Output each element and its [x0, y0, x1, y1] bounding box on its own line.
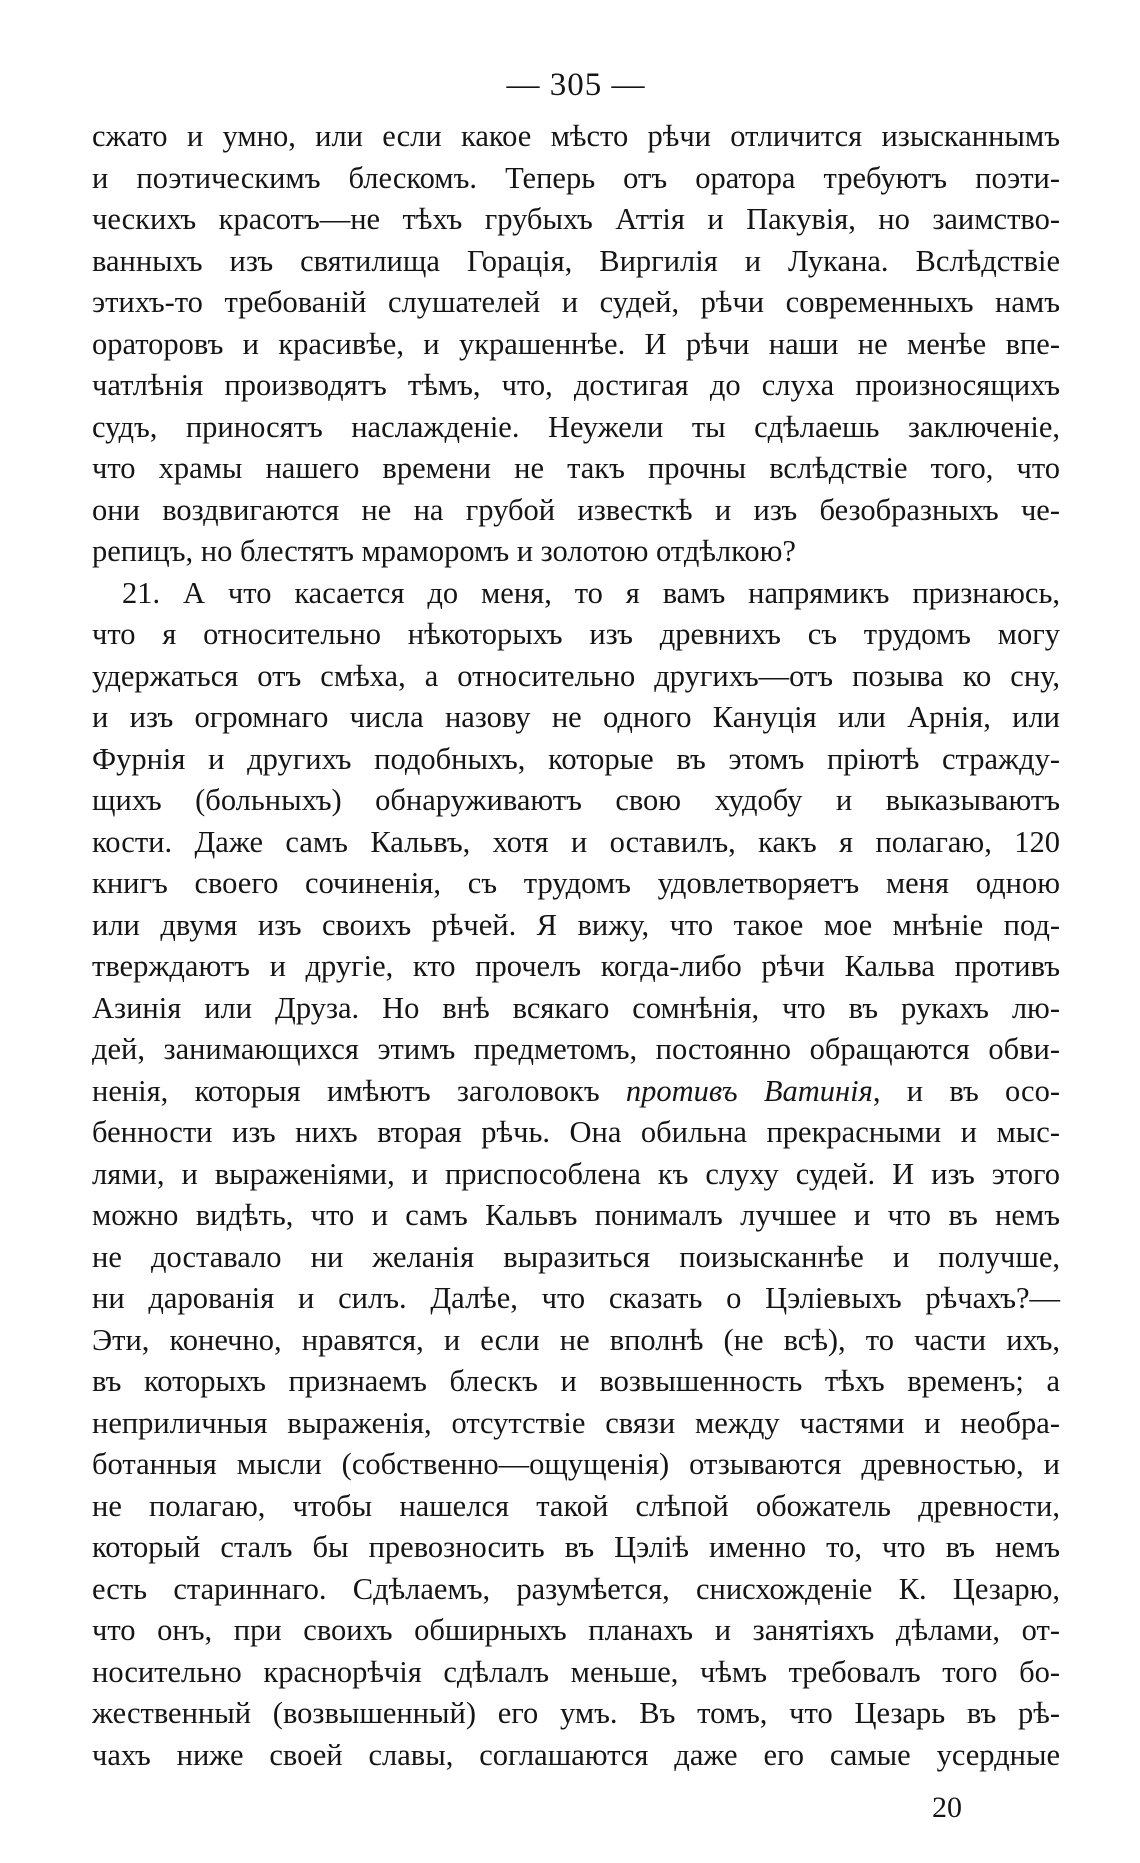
text-line: Азинія или Друза. Но внѣ всякаго сомнѣнія, что въ рукахъ лю-: [92, 990, 1060, 1025]
text-line: что храмы нашего времени не такъ прочны вслѣдствіе того, что: [92, 451, 1060, 485]
text-line: не полагаю, чтобы нашелся такой слѣпой обожатель древности,: [92, 1488, 1060, 1523]
text-line: ораторовъ и красивѣе, и украшеннѣе. И рѣчи наши не менѣе впе-: [92, 326, 1060, 361]
text-line: удержаться отъ смѣха, а относительно другихъ—отъ позыва ко сну,: [92, 658, 1060, 693]
text-line: жественный (возвышенный) его умъ. Въ томъ, что Цезарь въ рѣ-: [92, 1696, 1060, 1730]
text-segment: , и въ осо-: [872, 1073, 1060, 1108]
text-line: чатлѣнія производятъ тѣмъ, что, достигая до слуха произносящихъ: [92, 368, 1060, 402]
text-line: судъ, приносятъ наслажденіе. Неужели ты сдѣлаешь заключеніе,: [92, 409, 1060, 444]
text-line: 21. А что касается до меня, то я вамъ напрямикъ признаюсь,: [122, 575, 1060, 610]
text-line: этихъ-то требованій слушателей и судей, рѣчи современныхъ намъ: [92, 285, 1060, 319]
text-line: ботанныя мысли (собственно—ощущенія) отзываются древностью, и: [92, 1447, 1060, 1481]
text-line: есть стариннаго. Сдѣлаемъ, разумѣется, снисхожденіе К. Цезарю,: [92, 1571, 1060, 1606]
text-line: ванныхъ изъ святилища Горація, Виргилія и Лукана. Вслѣдствіе: [92, 243, 1060, 278]
body-text: [92, 116, 1060, 1776]
text-line-with-italic: [92, 1071, 1060, 1113]
text-line: въ которыхъ признаемъ блескъ и возвышенность тѣхъ временъ; а: [92, 1364, 1060, 1398]
text-line: который сталъ бы превозносить въ Цэліѣ именно то, что въ немъ: [92, 1530, 1060, 1564]
text-line: и изъ огромнаго числа назову не одного Кануція или Арнія, или: [92, 700, 1060, 734]
italic-title: противъ Ватинія: [625, 1073, 873, 1108]
text-line: репицъ, но блестятъ мраморомъ и золотою отдѣлкою?: [92, 534, 796, 568]
text-line: носительно краснорѣчія сдѣлалъ меньше, чѣмъ требовалъ того бо-: [92, 1654, 1060, 1689]
text-line: Эти, конечно, нравятся, и если не вполнѣ (не всѣ), то части ихъ,: [92, 1322, 1060, 1357]
text-line: они воздвигаются не на грубой известкѣ и изъ безобразныхъ че-: [92, 492, 1060, 527]
text-line: неприличныя выраженія, отсутствіе связи между частями и необра-: [92, 1405, 1060, 1440]
text-line: не доставало ни желанія выразиться поизысканнѣе и получше,: [92, 1239, 1060, 1274]
text-line: и поэтическимъ блескомъ. Теперь отъ оратора требуютъ поэти-: [92, 160, 1060, 195]
text-line: ни дарованія и силъ. Далѣе, что сказать о Цэліевыхъ рѣчахъ?—: [92, 1281, 1060, 1315]
text-line: лями, и выраженіями, и приспособлена къ слуху судей. И изъ этого: [92, 1156, 1060, 1191]
text-line: книгъ своего сочиненія, съ трудомъ удовлетворяетъ меня одною: [92, 866, 1060, 900]
printer-signature-mark: 20: [932, 1791, 962, 1824]
text-line: дей, занимающихся этимъ предметомъ, постоянно обращаются обви-: [92, 1032, 1060, 1066]
text-line: щихъ (больныхъ) обнаруживаютъ свою худобу и выказываютъ: [92, 783, 1060, 817]
text-segment: ненія, которыя имѣютъ заголовокъ: [92, 1073, 626, 1108]
text-line: сжато и умно, или если какое мѣсто рѣчи отличится изысканнымъ: [92, 119, 1060, 153]
text-line: что онъ, при своихъ обширныхъ планахъ и занятіяхъ дѣлами, от-: [92, 1613, 1060, 1647]
text-line: тверждаютъ и другіе, кто прочелъ когда-либо рѣчи Кальва противъ: [92, 949, 1060, 983]
paragraph-1: [92, 116, 1060, 573]
text-line: можно видѣть, что и самъ Кальвъ понималъ лучшее и что въ немъ: [92, 1198, 1060, 1232]
paragraph-2: [92, 573, 1060, 1777]
text-line: Фурнія и другихъ подобныхъ, которые въ этомъ пріютѣ стражду-: [92, 741, 1060, 776]
text-line: или двумя изъ своихъ рѣчей. Я вижу, что такое мое мнѣніе под-: [92, 907, 1060, 942]
text-line: кости. Даже самъ Кальвъ, хотя и оставилъ, какъ я полагаю, 120: [92, 824, 1060, 859]
text-line: бенности изъ нихъ вторая рѣчь. Она обильна прекрасными и мыс-: [92, 1115, 1060, 1149]
text-line: что я относительно нѣкоторыхъ изъ древнихъ съ трудомъ могу: [92, 617, 1060, 651]
text-line: ческихъ красотъ—не тѣхъ грубыхъ Аттія и Пакувія, но заимство-: [92, 202, 1060, 236]
book-page: [92, 60, 1060, 1776]
page-number: — 305 —: [506, 67, 646, 103]
text-line: чахъ ниже своей славы, соглашаются даже его самые усердные: [92, 1737, 1060, 1772]
